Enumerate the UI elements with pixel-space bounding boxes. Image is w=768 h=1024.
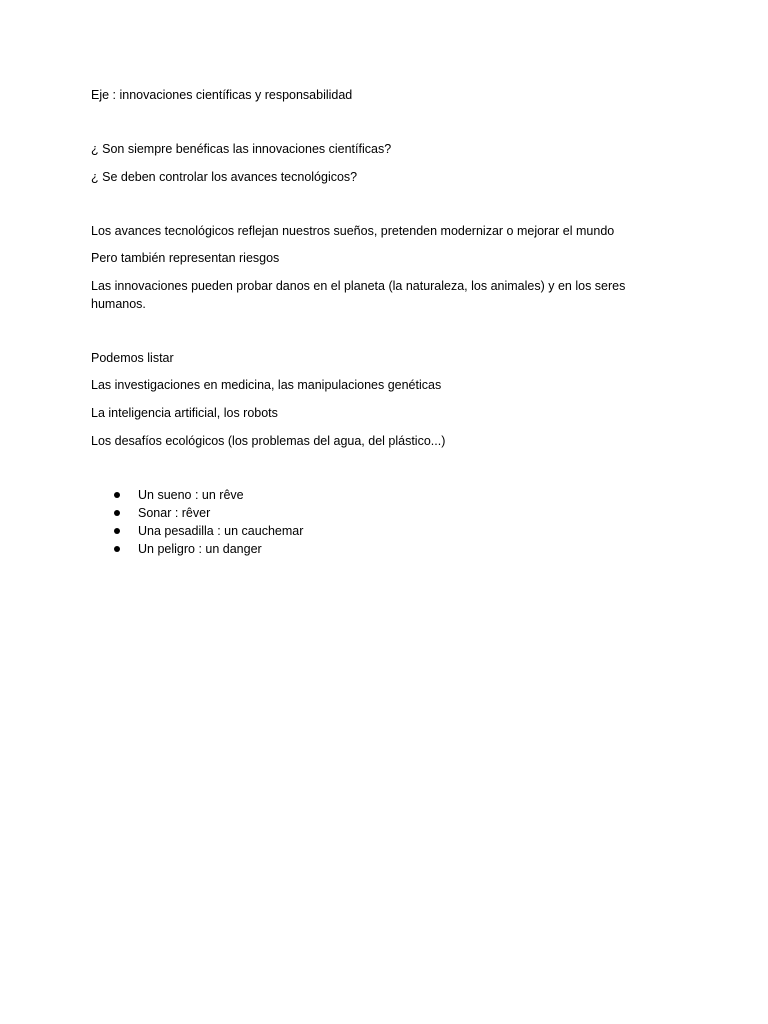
vocabulary-text: Un sueno : un rêve — [138, 488, 244, 502]
paragraph-line-3: Las innovaciones pueden probar danos en el planeta (la naturaleza, los animales) y en los seres humanos. — [91, 279, 626, 311]
paragraph-line-1: Los avances tecnológicos reflejan nuestros sueños, pretenden modernizar o mejorar el mundo — [91, 224, 615, 238]
vocabulary-item — [91, 504, 303, 522]
list-line-3: Los desafíos ecológicos (los problemas del agua, del plástico...) — [91, 434, 446, 448]
list-line-2: La inteligencia artificial, los robots — [91, 406, 278, 420]
bullet-icon — [114, 510, 120, 516]
document-heading: Eje : innovaciones científicas y responsabilidad — [91, 88, 353, 102]
vocabulary-text: Un peligro : un danger — [138, 542, 262, 556]
vocabulary-list — [91, 486, 303, 558]
vocabulary-item — [91, 540, 303, 558]
bullet-icon — [114, 528, 120, 534]
vocabulary-text: Sonar : rêver — [138, 506, 211, 520]
question-1: ¿ Son siempre benéficas las innovaciones científicas? — [91, 142, 392, 156]
vocabulary-item — [91, 486, 303, 504]
vocabulary-item — [91, 522, 303, 540]
bullet-icon — [114, 546, 120, 552]
paragraph-line-2: Pero también representan riesgos — [91, 251, 280, 265]
bullet-icon — [114, 492, 120, 498]
question-2: ¿ Se deben controlar los avances tecnológicos? — [91, 170, 358, 184]
list-line-1: Las investigaciones en medicina, las manipulaciones genéticas — [91, 378, 442, 392]
list-intro: Podemos listar — [91, 351, 174, 365]
vocabulary-text: Una pesadilla : un cauchemar — [138, 524, 304, 538]
